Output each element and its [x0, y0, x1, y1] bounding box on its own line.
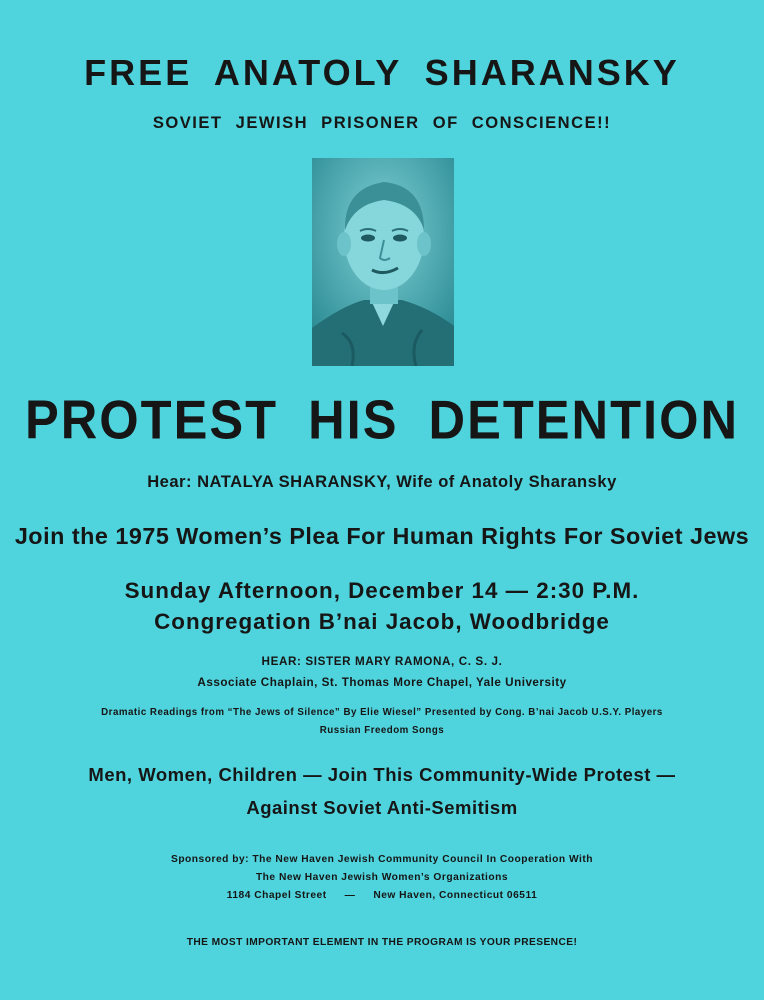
- poster-title: FREE ANATOLY SHARANSKY: [84, 52, 680, 93]
- songs-line: Russian Freedom Songs: [319, 725, 445, 736]
- portrait-photo: [312, 158, 454, 366]
- readings-line: Dramatic Readings from “The Jews of Silence” By Elie Wiesel” Presented by Cong. B’nai Jacob U.S.Y. Players: [101, 707, 663, 718]
- poster-subtitle: SOVIET JEWISH PRISONER OF CONSCIENCE!!: [152, 113, 612, 132]
- address-separator: —: [344, 890, 356, 901]
- poster-headline: PROTEST HIS DETENTION: [24, 388, 740, 451]
- event-venue: Congregation B’nai Jacob, Woodbridge: [154, 609, 610, 634]
- chaplain-line: Associate Chaplain, St. Thomas More Chapel, Yale University: [197, 676, 567, 689]
- event-date: Sunday Afternoon, December 14 — 2:30 P.M.: [124, 578, 640, 603]
- call-to-action-line-1: Men, Women, Children — Join This Community-Wide Protest —: [88, 764, 676, 785]
- sponsor-address: [0, 890, 764, 901]
- second-speaker-line: HEAR: SISTER MARY RAMONA, C. S. J.: [261, 655, 503, 668]
- portrait-illustration: [312, 158, 454, 366]
- address-city: New Haven, Connecticut 06511: [373, 890, 538, 901]
- speaker-line: Hear: NATALYA SHARANSKY, Wife of Anatoly Sharansky: [147, 472, 617, 491]
- footer-line: THE MOST IMPORTANT ELEMENT IN THE PROGRAM IS YOUR PRESENCE!: [186, 937, 578, 948]
- address-street: 1184 Chapel Street: [226, 890, 327, 901]
- sponsor-line-2: The New Haven Jewish Women’s Organizations: [255, 872, 509, 883]
- call-to-action-line-2: Against Soviet Anti-Semitism: [246, 797, 518, 818]
- sponsor-line-1: Sponsored by: The New Haven Jewish Community Council In Cooperation With: [171, 854, 593, 865]
- plea-line: Join the 1975 Women’s Plea For Human Rights For Soviet Jews: [14, 523, 750, 549]
